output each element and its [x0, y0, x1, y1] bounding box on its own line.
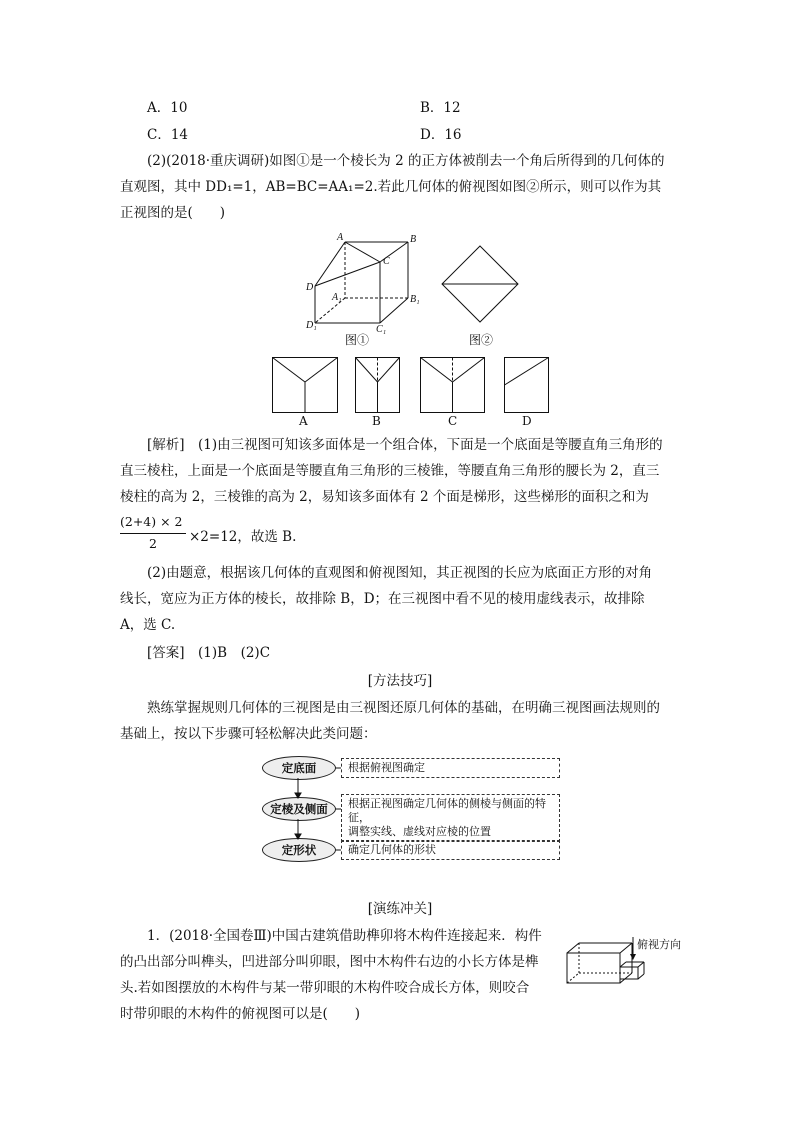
flow-desc-3-text: 确定几何体的形状 [348, 843, 436, 856]
answer: [答案] (1)B (2)C [147, 645, 271, 661]
option-c: C．14 [147, 127, 189, 143]
analysis-p2-line-2: 线长，宽应为正方体的棱长，故排除 B，D；在三视图中看不见的棱用虚线表示，故排除 [120, 591, 645, 607]
choice-figure-d [504, 357, 549, 413]
figure-1-caption: 图① [345, 333, 370, 347]
label-a: A [337, 232, 344, 243]
q2-line-1: (2)(2018·重庆调研)如图①是一个棱长为 2 的正方体被削去一个角后所得到的几何体的 [147, 153, 665, 169]
figure-2-top-view [440, 244, 520, 324]
analysis-line-1: [解析] (1)由三视图可知该多面体是一个组合体，下面是一个底面是等腰直角三角形的 [147, 437, 663, 453]
practice-title: [演练冲关] [367, 901, 433, 917]
view-direction-arrow-icon [630, 954, 636, 960]
label-a1: A₁ [332, 292, 342, 303]
analysis-p2-line-3: A，选 C. [120, 617, 176, 633]
option-b: B．12 [420, 100, 461, 116]
choice-label-d: D [522, 414, 532, 428]
label-b1: B₁ [410, 294, 420, 305]
label-b: B [410, 234, 417, 245]
fraction-bar [120, 533, 186, 534]
label-d1: D₁ [306, 320, 317, 331]
view-direction-label: 俯视方向 [637, 938, 681, 951]
flow-desc-1-text: 根据俯视图确定 [348, 761, 425, 774]
option-d: D．16 [420, 127, 462, 143]
figure-1-cube [300, 228, 430, 338]
flow-desc-2-line-2: 调整实线、虚线对应棱的位置 [348, 825, 491, 838]
flow-desc-2 [341, 794, 560, 842]
choice-figure-a [272, 357, 338, 413]
practice-line-3: 头.若如图摆放的木构件与某一带卯眼的木构件咬合成长方体，则咬合 [120, 980, 530, 996]
flow-step-1: 定底面 [262, 756, 336, 780]
practice-line-1: 1．(2018·全国卷Ⅲ)中国古建筑借助榫卯将木构件连接起来．构件 [147, 928, 542, 944]
fraction-denominator: 2 [149, 536, 157, 551]
option-a: A．10 [147, 100, 188, 116]
analysis-line-3: 棱柱的高为 2，三棱锥的高为 2，易知该多面体有 2 个面是梯形，这些梯形的面积之和为 [120, 489, 649, 505]
analysis-line-2: 直三棱柱，上面是一个底面是等腰直角三角形的三棱锥，等腰直角三角形的腰长为 2，直三 [120, 463, 660, 479]
practice-line-4: 时带卯眼的木构件的俯视图可以是( ) [120, 1006, 361, 1022]
q2-line-2: 直观图，其中 DD₁=1，AB=BC=AA₁=2.若此几何体的俯视图如图②所示，则可以作为其 [120, 179, 662, 195]
label-c1: C₁ [376, 324, 387, 335]
q2-line-3: 正视图的是( ) [120, 205, 226, 221]
flow-desc-2-line-1: 根据正视图确定几何体的侧棱与侧面的特征， [348, 797, 546, 824]
flow-step-3: 定形状 [262, 838, 336, 862]
choice-label-a: A [299, 414, 308, 428]
method-line-1: 熟练掌握规则几何体的三视图是由三视图还原几何体的基础，在明确三视图画法规则的 [147, 700, 660, 716]
label-c: C [383, 256, 390, 267]
flow-connectors [250, 750, 350, 870]
label-d: D [306, 282, 314, 293]
choice-label-c: C [448, 414, 458, 428]
choice-label-b: B [372, 414, 381, 428]
figure-2-caption: 图② [469, 333, 494, 347]
practice-line-2: 的凸出部分叫榫头，凹进部分叫卯眼，图中木构件右边的小长方体是榫 [120, 954, 539, 970]
choice-figure-b [355, 357, 400, 413]
choice-figure-c [420, 357, 485, 413]
fraction-tail: ×2=12，故选 B. [189, 529, 297, 545]
method-title: [方法技巧] [367, 673, 433, 689]
flow-step-2: 定棱及侧面 [262, 797, 336, 821]
method-line-2: 基础上，按以下步骤可轻松解决此类问题： [120, 726, 377, 742]
fraction-numerator: (2+4) × 2 [120, 514, 183, 529]
analysis-p2-line-1: (2)由题意，根据该几何体的直观图和俯视图知，其正视图的长应为底面正方形的对角 [147, 565, 653, 581]
flow-desc-1 [341, 758, 560, 778]
flow-desc-3 [341, 840, 560, 860]
